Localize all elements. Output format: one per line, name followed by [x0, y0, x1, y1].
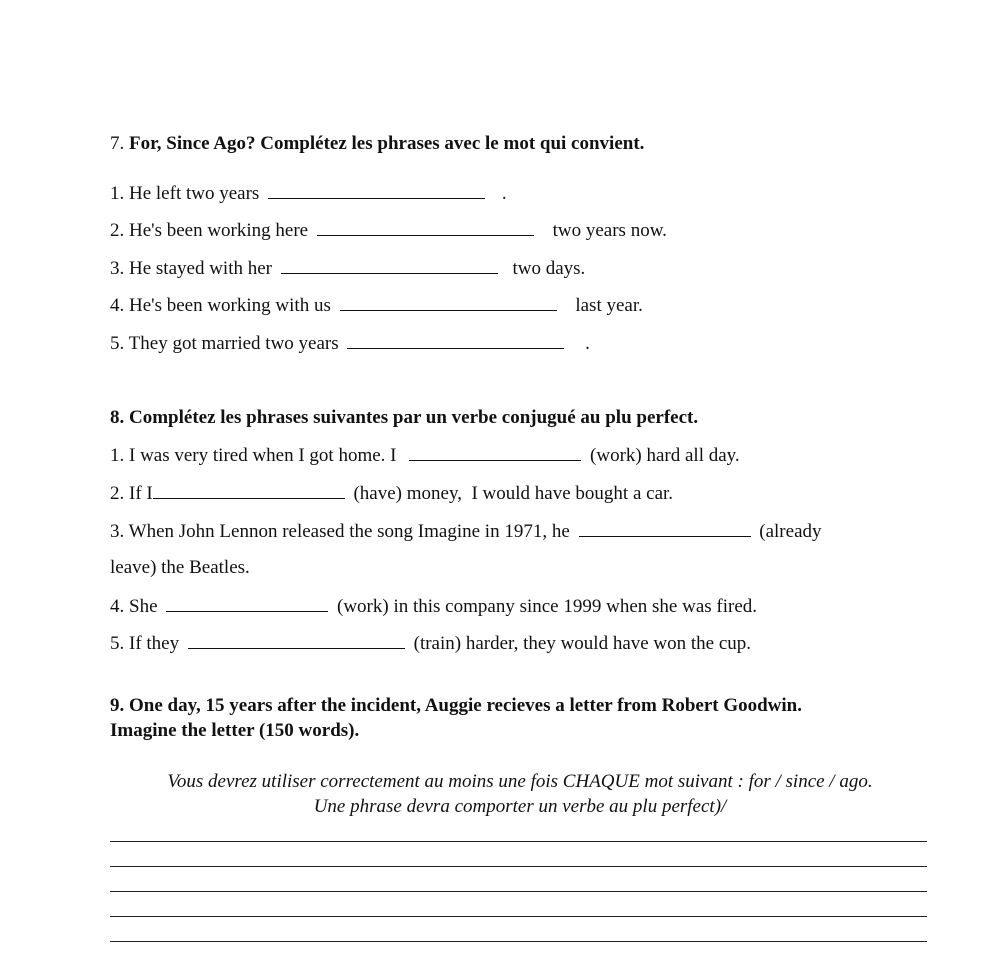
ex8-item-1 — [110, 444, 740, 467]
ex8-item-suffix: (work) hard all day. — [590, 445, 740, 466]
ex8-item-4 — [110, 595, 757, 618]
writing-line[interactable] — [110, 916, 927, 917]
exercise-7-title — [110, 133, 644, 155]
writing-line[interactable] — [110, 941, 927, 942]
answer-blank[interactable] — [281, 257, 498, 274]
ex7-item-text: 5. They got married two years — [110, 333, 339, 354]
ex7-item-2 — [110, 219, 667, 242]
ex7-item-text: 3. He stayed with her — [110, 258, 272, 279]
exercise-8-title: 8. Complétez les phrases suivantes par un verbe conjugué au plu perfect. — [110, 407, 699, 428]
answer-blank[interactable] — [579, 520, 751, 537]
ex7-item-4 — [110, 294, 643, 317]
answer-blank[interactable] — [153, 482, 345, 499]
instruction-line-2: Une phrase devra comporter un verbe au plu perfect)/ — [313, 796, 727, 817]
ex8-item-suffix: (work) in this company since 1999 when she was fired. — [337, 596, 758, 617]
exercise-9-title-line-2: Imagine the letter (150 words). — [110, 720, 360, 741]
answer-blank[interactable] — [409, 444, 581, 461]
ex8-item-suffix: (have) money, I would have bought a car. — [353, 483, 674, 504]
ex7-item-suffix: last year. — [575, 295, 643, 316]
answer-blank[interactable] — [188, 632, 405, 649]
ex7-item-suffix: two years now. — [552, 220, 667, 241]
ex7-item-3 — [110, 257, 585, 280]
writing-line[interactable] — [110, 891, 927, 892]
ex8-item-text: 4. She — [110, 596, 158, 617]
exercise-7-number: 7. — [110, 133, 125, 154]
ex8-item-3-continued — [110, 557, 250, 579]
instruction-line-1: Vous devrez utiliser correctement au moins une fois CHAQUE mot suivant : for / since / ago. — [167, 771, 873, 792]
ex8-item-text: 2. If I — [110, 483, 153, 504]
ex7-item-suffix: . — [501, 183, 507, 204]
ex7-item-text: 2. He's been working here — [110, 220, 309, 241]
answer-blank[interactable] — [268, 182, 485, 199]
ex8-item-suffix: (train) harder, they would have won the cup. — [413, 633, 752, 654]
ex8-item-suffix: (already — [759, 521, 822, 542]
ex7-item-1 — [110, 182, 507, 205]
writing-line[interactable] — [110, 841, 927, 842]
ex8-item-text: 1. I was very tired when I got home. I — [110, 445, 397, 466]
answer-blank[interactable] — [166, 595, 328, 612]
ex7-item-suffix: . — [585, 333, 590, 354]
ex8-item-5 — [110, 632, 751, 655]
ex7-item-suffix: two days. — [512, 258, 586, 279]
ex8-item-text: leave) the Beatles. — [110, 557, 250, 578]
answer-blank[interactable] — [340, 294, 557, 311]
ex7-item-text: 4. He's been working with us — [110, 295, 331, 316]
exercise-9-title-line-1: 9. One day, 15 years after the incident, Auggie recieves a letter from Robert Goodwin. — [110, 695, 802, 716]
ex7-item-5 — [110, 332, 590, 355]
ex8-item-text: 5. If they — [110, 633, 180, 654]
ex8-item-2 — [110, 482, 673, 505]
writing-line[interactable] — [110, 866, 927, 867]
exercise-7-heading: For, Since Ago? Complétez les phrases avec le mot qui convient. — [129, 133, 645, 154]
ex7-item-text: 1. He left two years — [110, 183, 260, 204]
answer-blank[interactable] — [317, 219, 534, 236]
answer-blank[interactable] — [347, 332, 564, 349]
ex8-item-3 — [110, 520, 822, 543]
ex8-item-text: 3. When John Lennon released the song Imagine in 1971, he — [110, 521, 570, 542]
